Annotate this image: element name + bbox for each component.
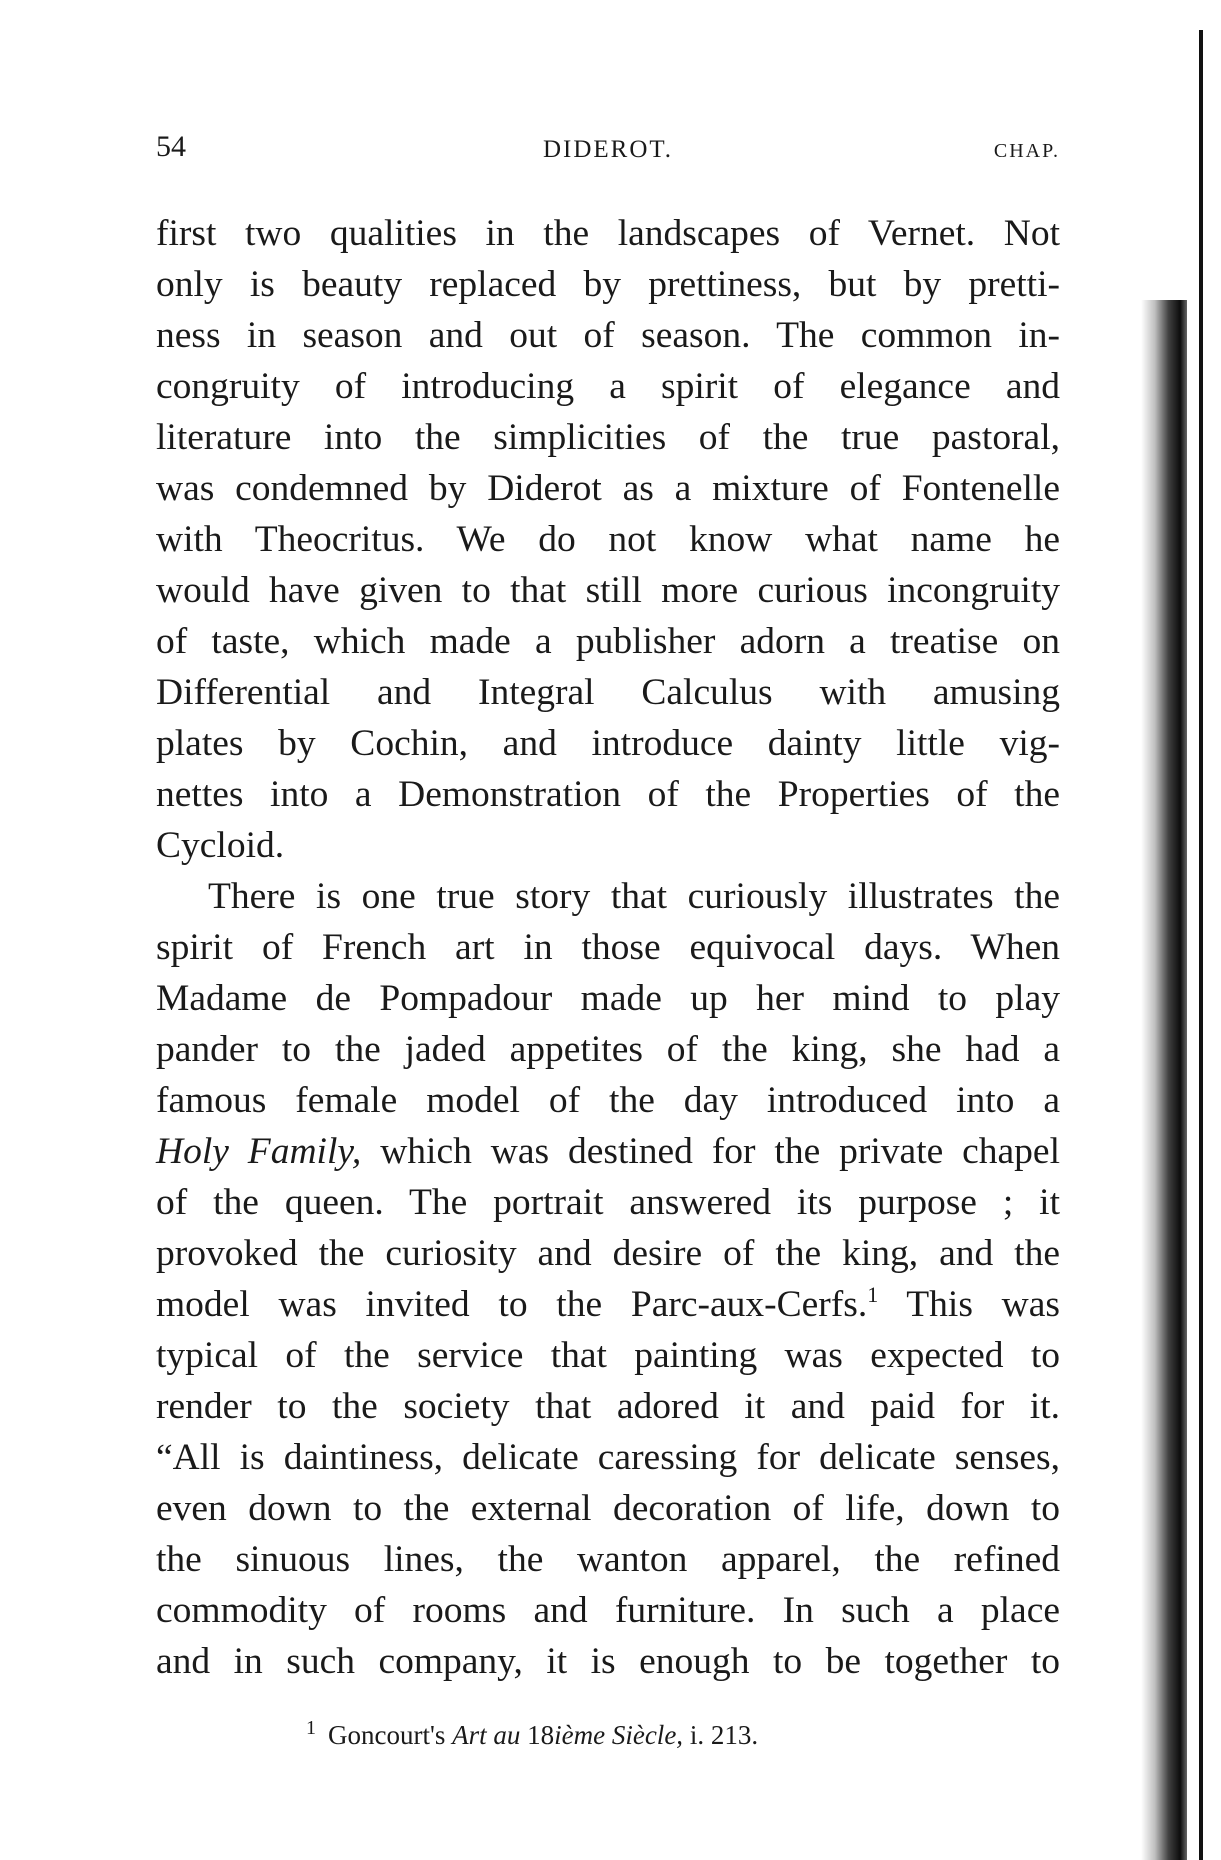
page-number: 54 xyxy=(156,130,186,163)
text-line: Differential and Integral Calculus with amusing xyxy=(156,672,1060,713)
text-line: render to the society that adored it and paid for it. xyxy=(156,1386,1060,1427)
text-line: of the queen. The portrait answered its purpose ; it xyxy=(156,1182,1060,1223)
text-line: typical of the service that painting was expected to xyxy=(156,1335,1060,1376)
text-line: literature into the simplicities of the true pastoral, xyxy=(156,417,1060,458)
text-line: with Theocritus. We do not know what name he xyxy=(156,519,1060,560)
text-line: Madame de Pompadour made up her mind to play xyxy=(156,978,1060,1019)
running-header xyxy=(156,130,1060,170)
text-line: spirit of French art in those equivocal days. When xyxy=(156,927,1060,968)
text-line: only is beauty replaced by prettiness, but by pretti- xyxy=(156,264,1060,305)
text-line: the sinuous lines, the wanton apparel, the refined xyxy=(156,1539,1060,1580)
text-line: congruity of introducing a spirit of elegance and xyxy=(156,366,1060,407)
text-fragment: This was xyxy=(878,1284,1060,1325)
text-line: of taste, which made a publisher adorn a treatise on xyxy=(156,621,1060,662)
text-line: nettes into a Demonstration of the Properties of the xyxy=(156,774,1060,815)
footnote-title: Art au xyxy=(452,1720,521,1750)
text-line: pander to the jaded appetites of the king, she had a xyxy=(156,1029,1060,1070)
paragraph-block xyxy=(156,208,1060,1126)
binding-shadow xyxy=(1141,300,1187,1860)
footnote-marker: 1 xyxy=(306,1717,316,1739)
text-line: first two qualities in the landscapes of Vernet. Not xyxy=(156,213,1060,254)
paragraph-block xyxy=(156,1177,1060,1279)
text-line xyxy=(156,1279,1060,1330)
text-line: would have given to that still more curious incongruity xyxy=(156,570,1060,611)
italic-title: Holy Family, xyxy=(156,1131,362,1172)
text-line: “All is daintiness, delicate caressing for delicate senses, xyxy=(156,1437,1060,1478)
footnote xyxy=(306,1717,758,1751)
footnote-title-num: 18 xyxy=(520,1720,555,1750)
text-line: Cycloid. xyxy=(156,825,285,866)
page-edge xyxy=(1199,30,1203,1860)
footnote-ref: i. 213. xyxy=(683,1720,759,1750)
text-line xyxy=(156,1126,1060,1177)
text-fragment: which was destined for the private chapel xyxy=(361,1131,1060,1172)
chapter-label: CHAP. xyxy=(993,140,1060,162)
text-line: plates by Cochin, and introduce dainty little vig- xyxy=(156,723,1060,764)
text-line: famous female model of the day introduced into a xyxy=(156,1080,1060,1121)
paragraph-block xyxy=(156,1330,1060,1687)
footnote-title-rest: ième Siècle, xyxy=(554,1720,684,1750)
footnote-reference[interactable]: 1 xyxy=(867,1282,879,1307)
text-line: even down to the external decoration of life, down to xyxy=(156,1488,1060,1529)
text-line: There is one true story that curiously illustrates the xyxy=(208,876,1060,917)
text-fragment: model was invited to the Parc-aux-Cerfs. xyxy=(156,1284,868,1325)
footnote-author: Goncourt's xyxy=(328,1720,453,1750)
body-text xyxy=(156,208,1060,1687)
text-line: was condemned by Diderot as a mixture of Fontenelle xyxy=(156,468,1060,509)
running-title: DIDEROT. xyxy=(542,136,674,163)
text-line: commodity of rooms and furniture. In such a place xyxy=(156,1590,1060,1631)
text-line: provoked the curiosity and desire of the king, and the xyxy=(156,1233,1060,1274)
text-line: ness in season and out of season. The common in- xyxy=(156,315,1060,356)
text-line: and in such company, it is enough to be together to xyxy=(156,1641,1060,1682)
